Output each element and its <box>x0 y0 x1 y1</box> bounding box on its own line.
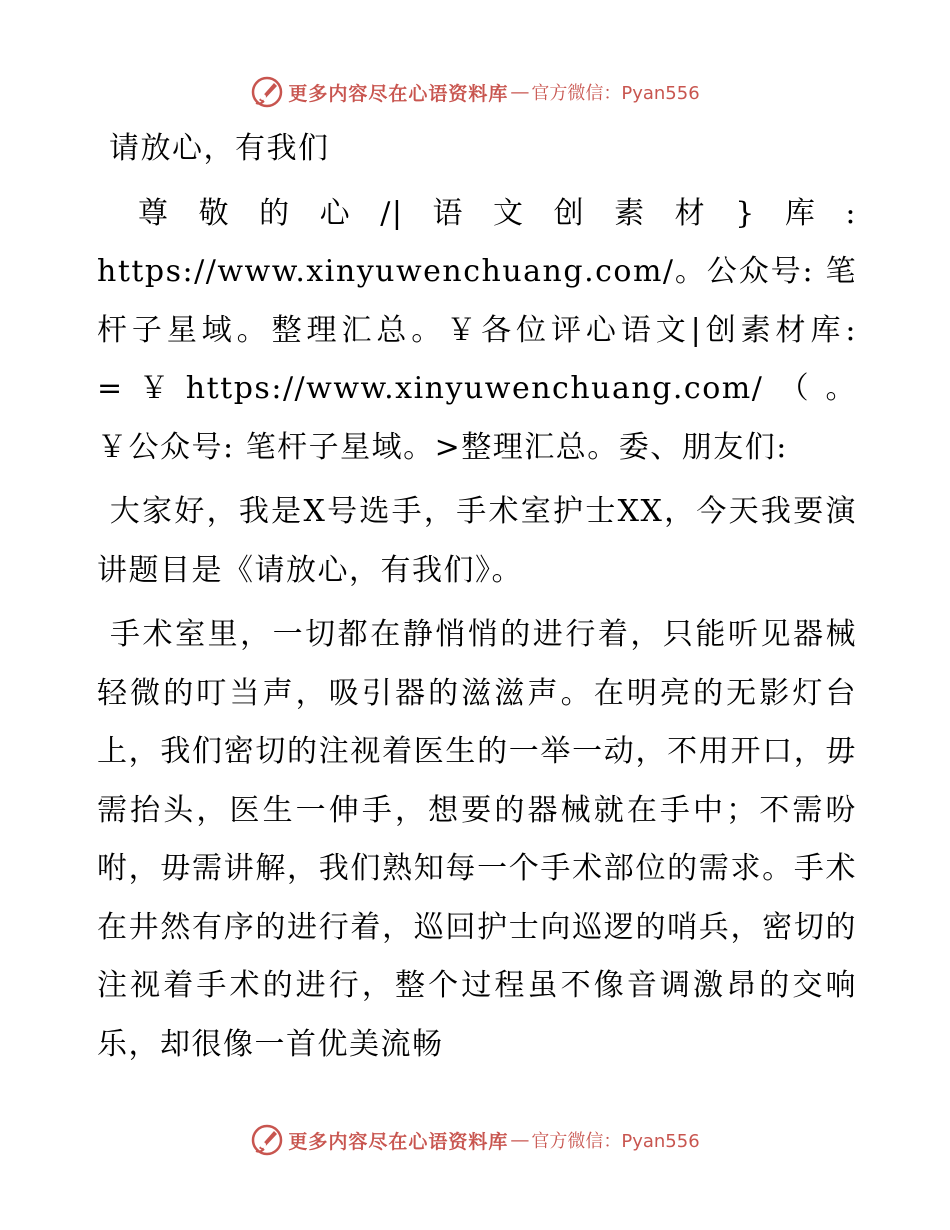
paragraph <box>97 483 857 600</box>
paragraph-text: 大家好，我是X号选手，手术室护士XX，今天我要演讲题目是《请放心，有我们》。 <box>97 494 857 588</box>
paragraph-text: 尊敬的心/|语文创素材}库: https://www.xinyuwenchuang.com/。公众号: 笔杆子星域。整理汇总。￥各位评心语文|创素材库: =￥https://www.xinyuwenchuang.com/（。￥公众号: 笔杆子星域。>整理汇总。委、朋友们: <box>97 195 857 465</box>
header-banner <box>0 72 950 112</box>
banner-wechat: 官方微信：Pyan556 <box>531 1131 700 1152</box>
paragraph-text: 手术室里，一切都在静悄悄的进行着，只能听见器械轻微的叮当声，吸引器的滋滋声。在明亮的无影灯台上，我们密切的注视着医生的一举一动，不用开口，毋需抬头，医生一伸手，想要的器械就在手中；不需吩咐，毋需讲解，我们熟知每一个手术部位的需求。手术在井然有序的进行着，巡回护士向巡逻的哨兵，密切的注视着手术的进行，整个过程虽不像音调激昂的交响乐，却很像一首优美流畅 <box>97 617 857 1062</box>
quill-logo-icon <box>250 75 284 109</box>
banner-separator: — <box>510 81 530 103</box>
document-title <box>97 120 857 179</box>
banner-title: 更多内容尽在心语资料库 <box>288 82 509 105</box>
paragraph-text: 请放心，有我们 <box>109 131 330 166</box>
document-body <box>97 120 857 1074</box>
banner-separator: — <box>510 1129 530 1151</box>
banner-title: 更多内容尽在心语资料库 <box>288 1130 509 1153</box>
footer-banner <box>0 1120 950 1160</box>
paragraph <box>97 185 857 478</box>
banner-wechat: 官方微信：Pyan556 <box>531 83 700 104</box>
quill-logo-icon <box>250 1123 284 1157</box>
paragraph <box>97 606 857 1074</box>
